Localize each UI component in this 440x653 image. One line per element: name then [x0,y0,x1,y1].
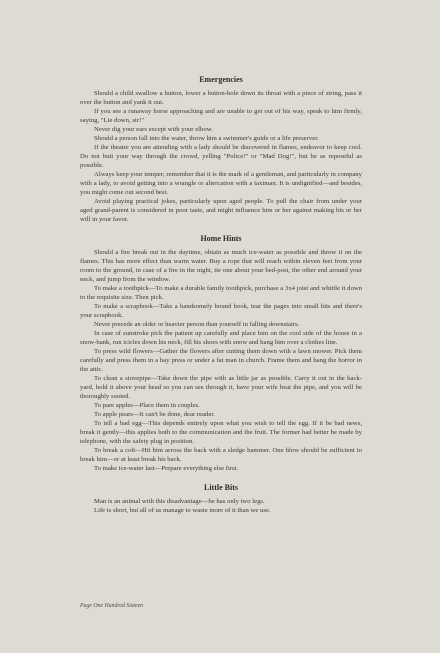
paragraph: In case of sunstroke pick the patient up carefully and place him on the cool side of the house in a snow-bank, run icicles down his neck, fill his shoes with snow and hang him over a clothes line. [80,330,362,346]
paragraph: Should a person fall into the water, throw him a swimmer's guide or a life preserver. [94,135,319,142]
paragraph: To apple pears—It can't be done, dear reader. [94,411,215,418]
paragraph: Should a child swallow a button, lower a button-hole down its throat with a piece of string, pass it over the button and yank it out. [80,90,362,106]
section-heading: Home Hints [200,234,242,243]
section-home-hints [80,233,362,473]
section-heading: Emergencies [199,75,243,84]
section-emergencies [80,74,362,224]
section-heading: Little Bits [204,483,238,492]
paragraph: Avoid playing practical jokes, particularly upon aged people. To pull the chair from under your aged grand-parent is considered in poor taste, and might influence him or her against making his or her will in your favor. [80,198,362,223]
paragraph: To make ice-water last—Prepare everything else first. [94,465,239,472]
paragraph: To make a toothpick—To make a durable family toothpick, purchase a 3x4 joist and whittle it down to the requisite size. Then pick. [80,285,362,301]
paragraph: Should a fire break out in the daytime, obtain as much ice-water as possible and throw it on the flames. This has more effect than warm water. Buy a rope that will reach within eleven feet from your room to the ground, in case of a fire in the night, tie one about your bed-post, the other end around your neck, and jump from the window. [80,249,362,283]
paragraph: To make a scrapbook—Take a handsomely bound book, tear the pages into small bits and there's your scrapbook. [80,303,362,319]
paragraph: Life is short, but all of us manage to waste more of it than we use. [94,507,271,514]
section-little-bits [80,482,362,515]
paragraph: To pare apples—Place them in couples. [94,402,200,409]
paragraph: If you see a runaway horse approaching and are unable to get out of his way, speak to him firmly, saying, "Lie down, sir!" [80,108,362,124]
paragraph: Never precede an older or heavier person than yourself in falling downstairs. [94,321,300,328]
paragraph: Never dig your ears except with your elbow. [94,126,213,133]
paragraph: Man is an animal with this disadvantage—he has only two legs. [94,498,265,505]
page-footer: Page One Hundred Sixteen [80,603,144,609]
paragraph: Always keep your temper; remember that it is the mark of a gentleman, and particularly in company with a lady, to avoid getting into a wrangle or altercation with a taximan. It is undignified—and besides, you might come out second best. [80,171,362,196]
paragraph: To tell a bad egg—This depends entirely upon what you wish to tell the egg. If it be bad news, break it gently—this applies both to the communication and the fruit. The former had better be made by telephone, with the safety plug in position. [80,420,362,445]
paragraph: To break a colt—Hit him across the back with a sledge hammer. One blow should be sufficient to break him—or at least break his back. [80,447,362,463]
paragraph: To press wild flowers—Gather the flowers after cutting them down with a lawn mower. Pick them carefully and press them in a hay press or under a fat man in church. Frame them and hang the horror in the attic. [80,348,362,373]
text-column [80,74,362,524]
paragraph: If the theatre you are attending with a lady should be discovered in flames, endeavor to keep cool. Do not butt your way through the crowd, yelling "Police!" or "Mad Dog!", but be as reposeful as possible. [80,144,362,169]
paragraph: To clean a stovepipe—Take down the pipe with as little jar as possible. Carry it out in the back-yard, hold it above your head so you can see through it, have your wife beat the pipe, and you will be thoroughly sooted. [80,375,362,400]
